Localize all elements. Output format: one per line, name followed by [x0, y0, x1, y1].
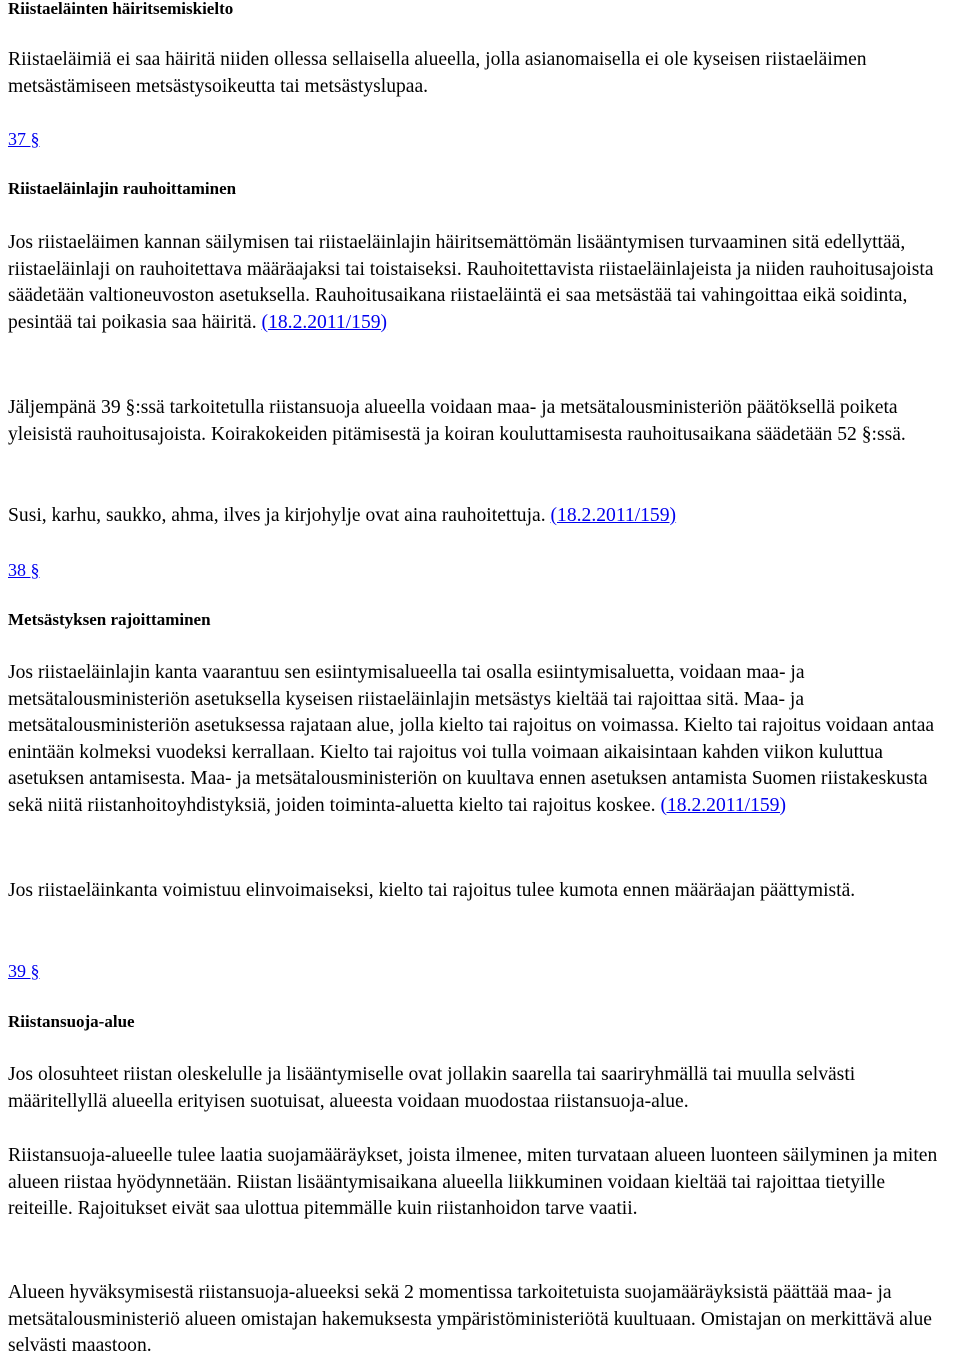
section-38-paragraph-1-text: Jos riistaeläinlajin kanta vaarantuu sen esiintymisalueella tai osalla esiintymisaluetta, voidaan maa- ja metsätalousministeriön asetuksella kyseisen riistaeläinlajin metsästys kieltää tai rajoittaa sitä. Maa- ja metsätalousministeriön asetuksessa rajataan alue, jolla kielto tai rajoitus on voimassa. Kielto tai rajoitus voidaan antaa enintään kolmeksi vuodeksi kerrallaan. Kielto tai rajoitus voi tulla voimaan aikaisintaan kahden viikon kuluttua asetuksen antamisesta. Maa- ja metsätalousministeriön on kuultava ennen asetuksen antamista Suomen riistakeskusta sekä niitä riistanhoitoyhdistyksiä, joiden toiminta-aluetta kielto tai rajoitus koskee.: [8, 662, 935, 816]
section-39-heading: Riistansuoja-alue: [8, 1012, 135, 1031]
section-39-paragraph-1: Jos olosuhteet riistan oleskelulle ja lisääntymiselle ovat jollakin saarella tai saariryhmällä tai muulla selvästi määritellyllä alueella erityisen suotuisat, alueesta voidaan muodostaa riistansuoja-alue.: [8, 1064, 856, 1112]
section-38-paragraph-2: Jos riistaeläinkanta voimistuu elinvoimaiseksi, kielto tai rajoitus tulee kumota ennen määräajan päättymistä.: [8, 880, 856, 901]
section-37-link[interactable]: 37 §: [8, 129, 40, 149]
section-37-paragraph-2: Jäljempänä 39 §:ssä tarkoitetulla riistansuoja alueella voidaan maa- ja metsätalousministeriön päätöksellä poiketa yleisistä rauhoitusajoista. Koirakokeiden pitämisestä ja koiran kouluttamisesta rauhoitusaikana säädetään 52 §:ssä.: [8, 397, 906, 445]
amendment-link[interactable]: (18.2.2011/159): [261, 311, 388, 333]
amendment-link[interactable]: (18.2.2011/159): [550, 505, 677, 526]
amendment-link[interactable]: (18.2.2011/159): [660, 794, 786, 816]
section-38-link[interactable]: 38 §: [8, 560, 40, 580]
section-36-paragraph-1: Riistaeläimiä ei saa häiritä niiden ollessa sellaisella alueella, jolla asianomaisella ei ole kyseisen riistaeläimen metsästämiseen metsästysoikeutta tai metsästyslupaa.: [8, 49, 867, 97]
section-39-paragraph-2: Riistansuoja-alueelle tulee laatia suojamääräykset, joista ilmenee, miten turvataan alueen luonteen säilyminen ja miten alueen riistaa hyödynnetään. Riistan lisääntymisaikana alueella liikkuminen voidaan kieltää tai rajoittaa tietyille reiteille. Rajoitukset eivät saa ulottua pitemmälle kuin riistanhoidon tarve vaatii.: [8, 1145, 938, 1219]
section-37-paragraph-1-text: Jos riistaeläimen kannan säilymisen tai riistaeläinlajin häiritsemättömän lisääntymisen turvaaminen sitä edellyttää, riistaeläinlaji on rauhoitettava määräajaksi tai toistaiseksi. Rauhoitettavista riistaeläinlajeista ja niiden rauhoitusajoista säädetään valtioneuvoston asetuksella. Rauhoitusaikana riistaeläintä ei saa metsästää tai vahingoittaa eikä soidinta, pesintää tai poikasia saa häiritä.: [8, 232, 934, 333]
section-37-paragraph-3-text: Susi, karhu, saukko, ahma, ilves ja kirjohylje ovat aina rauhoitettuja.: [8, 505, 551, 526]
section-37-heading: Riistaeläinlajin rauhoittaminen: [8, 179, 237, 198]
section-38-paragraph-1: [8, 660, 952, 819]
section-39-link[interactable]: 39 §: [8, 961, 40, 981]
section-39-paragraph-3: Alueen hyväksymisestä riistansuoja-alueeksi sekä 2 momentissa tarkoitetuista suojamääräyksistä päättää maa- ja metsätalousministeriö alueen omistajan hakemuksesta ympäristöministeriötä kuultuaan. Omistajan on merkittävä alue selvästi maastoon.: [8, 1282, 932, 1356]
section-36-heading: Riistaeläinten häiritsemiskielto: [8, 0, 234, 18]
section-38-heading: Metsästyksen rajoittaminen: [8, 610, 211, 629]
section-37-paragraph-3: [8, 503, 952, 530]
section-37-paragraph-1: [8, 230, 952, 336]
